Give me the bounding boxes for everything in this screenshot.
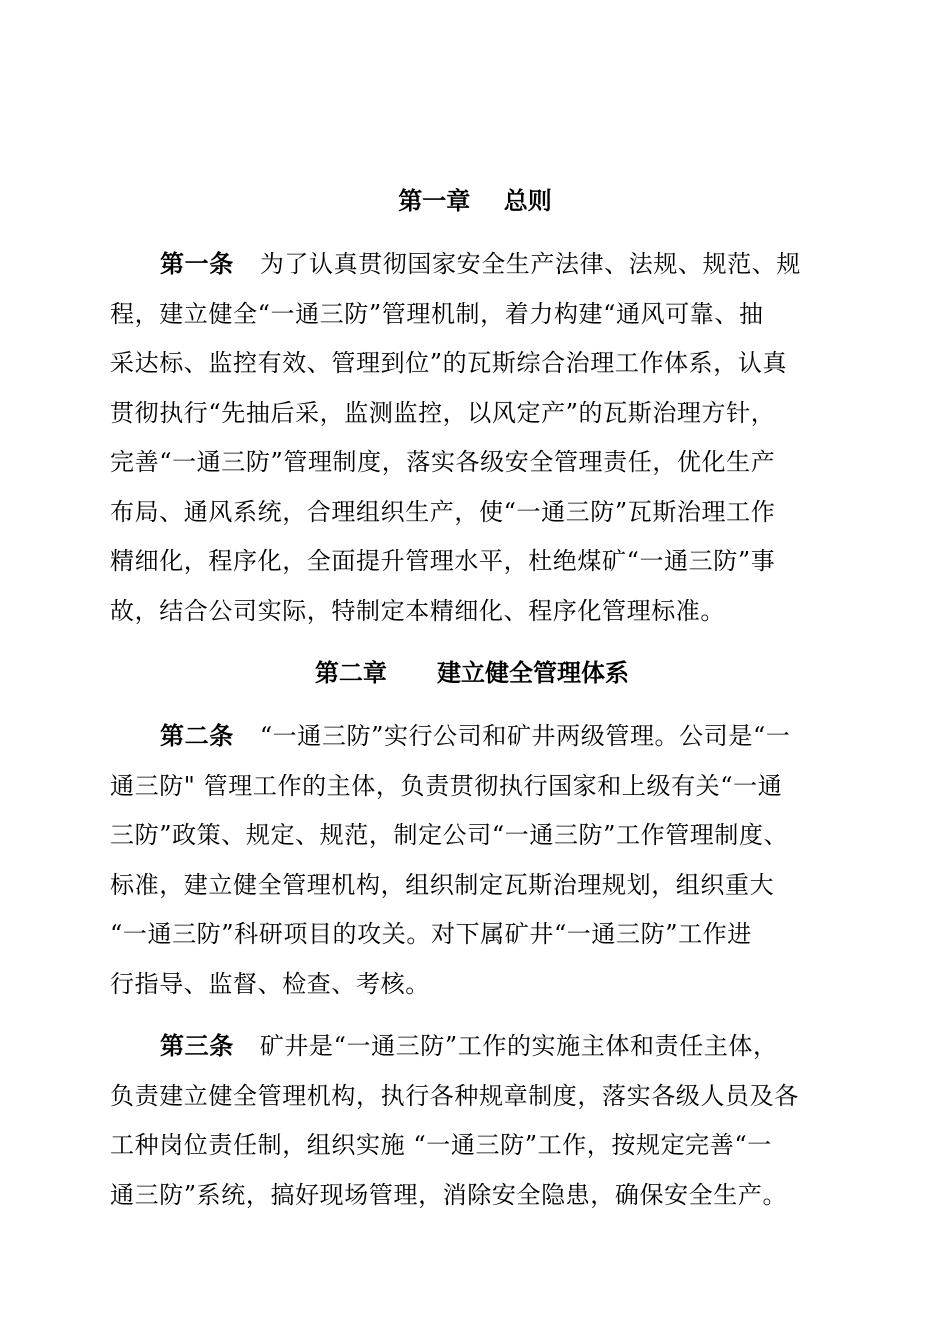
article-3-line [110,1022,840,1072]
article-1-line: 布局、通风系统，合理组织生产，使“一通三防”瓦斯治理工作 [110,497,776,526]
article-1-line: 完善“一通三防”管理制度，落实各级安全管理责任，优化生产 [110,448,776,476]
article-2-paragraph [110,712,840,1009]
article-2-label: 第二条 [160,722,234,750]
article-3-text: 矿井是“一通三防”工作的实施主体和责任主体， [259,1032,778,1060]
article-1-text: 为了认真贯彻国家安全生产法律、法规、规范、规 [259,250,802,278]
chapter-2-heading: 第二章 建立健全管理体系 [314,659,630,687]
article-1-line: 贯彻执行“先抽后采，监测监控，以风定产”的瓦斯治理方针， [110,398,776,427]
article-1-label: 第一条 [160,250,234,278]
article-1-paragraph [110,240,840,636]
chapter-1-heading: 第一章 总则 [398,187,552,215]
article-2-line [110,712,840,762]
article-2-line: 三防”政策、规定、规范，制定公司“一通三防”工作管理制度、 [110,821,789,849]
article-1-line [110,240,840,290]
article-1-line: 程，建立健全“一通三防”管理机制，着力构建“通风可靠、抽 [110,299,764,328]
article-3-line: 负责建立健全管理机构，执行各种规章制度，落实各级人员及各 [110,1081,799,1110]
article-1-line: 采达标、监控有效、管理到位”的瓦斯综合治理工作体系，认真 [110,349,788,377]
article-3-paragraph [110,1022,840,1220]
article-2-line: 行指导、监督、检查、考核。 [110,969,430,998]
article-3-line: 通三防”系统，搞好现场管理，消除安全隐患，确保安全生产。 [110,1180,788,1209]
article-3-label: 第三条 [160,1032,234,1060]
article-2-line: 通三防" 管理工作的主体，负责贯彻执行国家和上级有关“一通 [110,771,783,800]
article-2-line: “一通三防”科研项目的攻关。对下属矿井“一通三防”工作进 [110,920,752,948]
article-2-text: “一通三防”实行公司和矿井两级管理。公司是“一 [259,722,791,750]
article-1-line: 精细化，程序化，全面提升管理水平，杜绝煤矿“一通三防”事 [110,547,776,575]
article-3-line: 工种岗位责任制，组织实施 “一通三防”工作，按规定完善“一 [110,1131,772,1159]
article-2-line: 标准，建立健全管理机构，组织制定瓦斯治理规划，组织重大 [110,870,775,899]
article-1-line: 故，结合公司实际，特制定本精细化、程序化管理标准。 [110,596,725,625]
